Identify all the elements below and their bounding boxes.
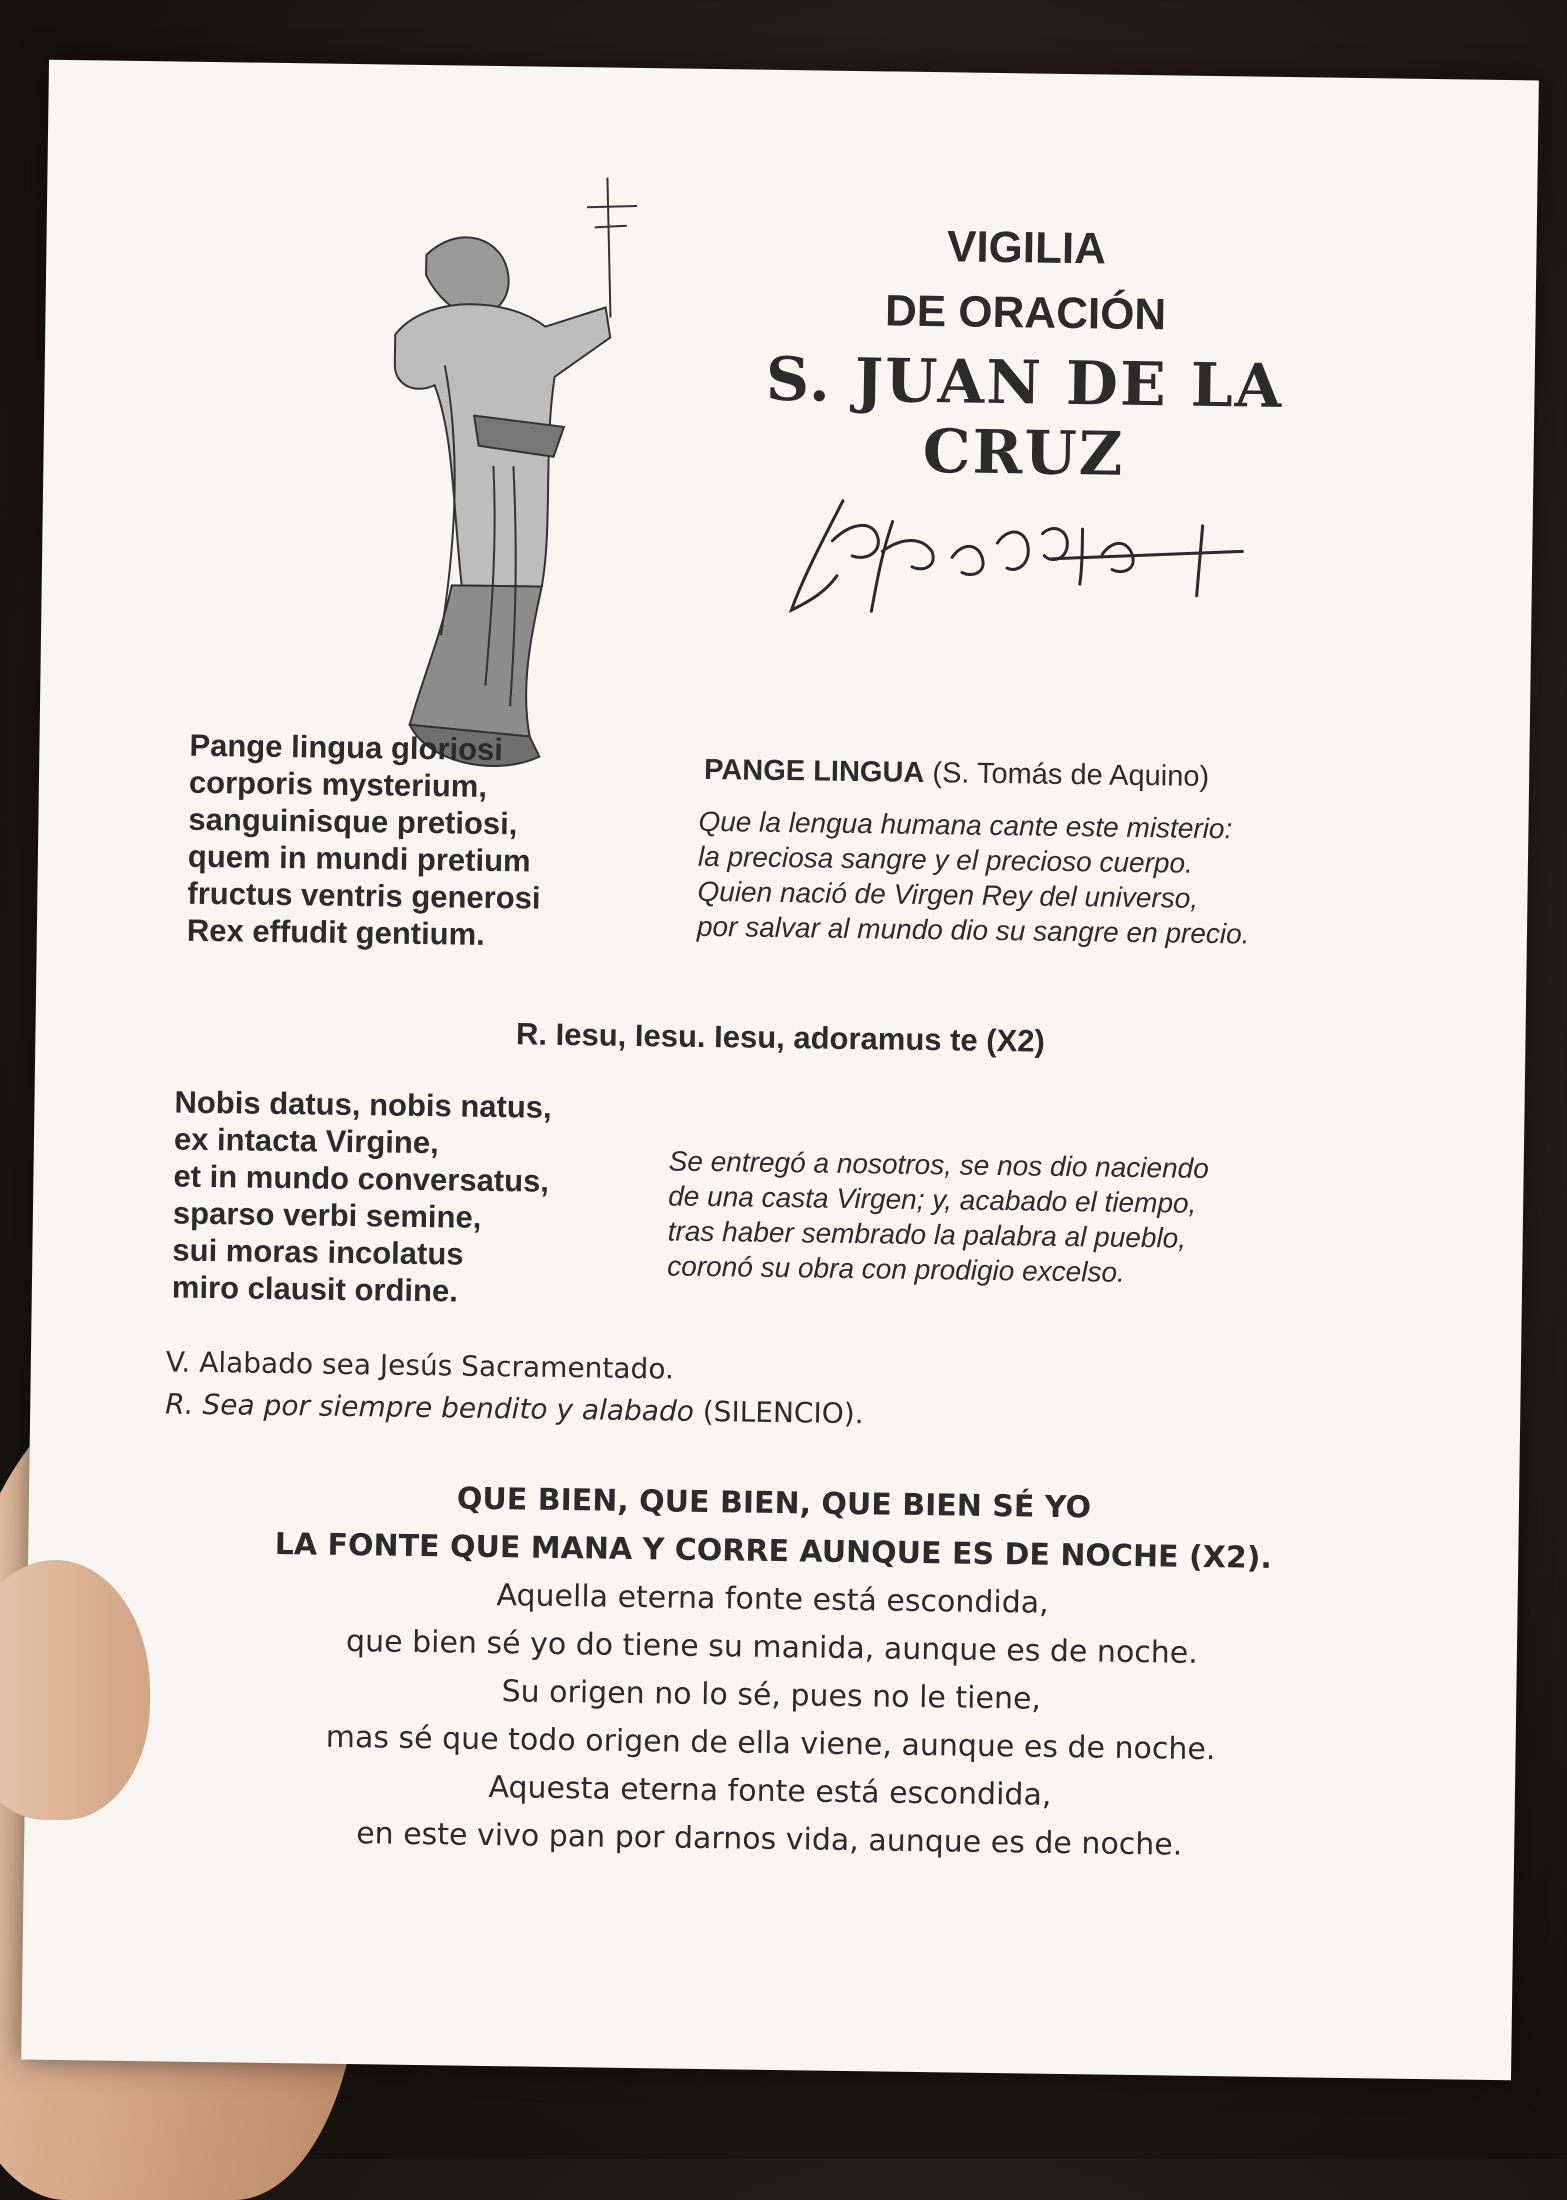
translation-stanza-1 (697, 804, 1251, 952)
translation-line: coronó su obra con prodigio excelso. (667, 1250, 1126, 1288)
title-line-1: VIGILIA (946, 222, 1107, 274)
versicle-block (165, 1341, 865, 1435)
translation-line: Quien nació de Virgen Rey del universo, (697, 875, 1199, 914)
song-title-2: LA FONTE QUE MANA Y CORRE AUNQUE ES DE NOCHE (X2). (274, 1526, 1273, 1576)
title-main: S. JUAN DE LA CRUZ (765, 344, 1284, 490)
translation-line: por salvar al mundo dio su sangre en precio. (696, 910, 1250, 950)
song-line: que bien sé yo do tiene su manida, aunque es de noche. (345, 1623, 1199, 1671)
song-block (24, 1470, 1519, 1875)
latin-line: ex intacta Virgine, (173, 1121, 439, 1161)
response-tail: (SILENCIO). (702, 1394, 864, 1431)
translation-stanza-2 (667, 1143, 1209, 1291)
latin-line: miro clausit ordine. (171, 1269, 459, 1309)
latin-stanza-1 (187, 727, 543, 954)
latin-line: et in mundo conversatus, (173, 1158, 550, 1199)
versicle-line: V. Alabado sea Jesús Sacramentado. (165, 1345, 675, 1386)
song-title-1: QUE BIEN, QUE BIEN, QUE BIEN SÉ YO (456, 1481, 1092, 1526)
latin-stanza-2 (172, 1084, 552, 1311)
latin-line: Nobis datus, nobis natus, (174, 1084, 552, 1125)
song-line: Aquella eterna fonte está escondida, (496, 1578, 1049, 1621)
signature (781, 480, 1253, 637)
translation-line: tras haber sembrado la palabra al pueblo, (667, 1215, 1187, 1254)
latin-line: sparso verbi semine, (172, 1195, 482, 1235)
hymn-heading (704, 754, 1209, 794)
song-line: Aquesta eterna fonte está escondida, (488, 1770, 1052, 1813)
title-line-2: DE ORACIÓN (884, 286, 1167, 340)
hymn-heading-author: (S. Tomás de Aquino) (932, 757, 1210, 793)
song-line: en este vivo pan por darnos vida, aunque es de noche. (355, 1816, 1183, 1863)
translation-line: la preciosa sangre y el precioso cuerpo. (697, 840, 1194, 879)
saint-illustration (299, 163, 678, 788)
latin-line: fructus ventris generosi (187, 875, 541, 916)
song-line: Su origen no lo sé, pues no le tiene, (501, 1674, 1042, 1717)
hymn-heading-title: PANGE LINGUA (703, 753, 925, 789)
response-italic: R. Sea por siempre bendito y alabado (165, 1387, 695, 1428)
latin-line: sanguinisque pretiosi, (188, 801, 518, 842)
refrain: R. Iesu, Iesu. Iesu, adoramus te (X2) (515, 1016, 1046, 1059)
translation-line: de una casta Virgen; y, acabado el tiempo, (668, 1180, 1197, 1219)
latin-line: corporis mysterium, (188, 764, 488, 804)
latin-line: sui moras incolatus (172, 1232, 464, 1272)
latin-line: Rex effudit gentium. (186, 912, 486, 952)
song-line: mas sé que todo origen de ella viene, aunque es de noche. (325, 1719, 1216, 1768)
response-line (165, 1383, 864, 1435)
latin-line: Pange lingua gloriosi (189, 727, 504, 768)
latin-line: quem in mundi pretium (187, 838, 531, 879)
translation-line: Se entregó a nosotros, se nos dio naciendo (668, 1145, 1210, 1184)
leaflet-page (21, 60, 1539, 2081)
translation-line: Que la lengua humana cante este misterio: (698, 805, 1233, 845)
